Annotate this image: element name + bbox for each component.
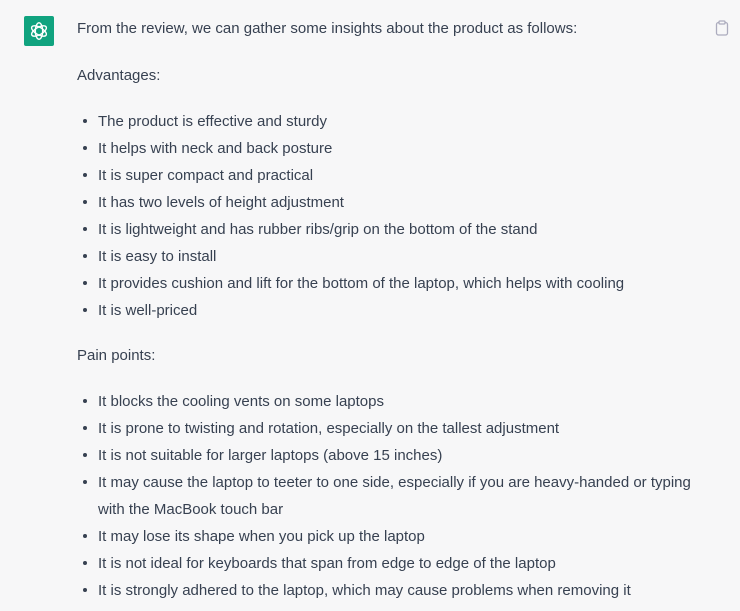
list-item: The product is effective and sturdy: [77, 108, 718, 135]
advantages-list: [77, 108, 717, 324]
assistant-avatar: [24, 16, 54, 46]
list-item: It is super compact and practical: [77, 162, 718, 189]
list-item: It provides cushion and lift for the bottom of the laptop, which helps with cooling: [77, 270, 718, 297]
list-item: It has two levels of height adjustment: [77, 189, 718, 216]
list-item: It is strongly adhered to the laptop, which may cause problems when removing it: [77, 577, 718, 604]
pain-points-list: [77, 388, 717, 604]
list-item: It may lose its shape when you pick up the laptop: [77, 523, 718, 550]
copy-button[interactable]: [714, 19, 730, 37]
list-item: It is lightweight and has rubber ribs/grip on the bottom of the stand: [77, 216, 718, 243]
list-item: It helps with neck and back posture: [77, 135, 718, 162]
list-item: It is easy to install: [77, 243, 718, 270]
list-item: It is well-priced: [77, 297, 718, 324]
list-item: It is not suitable for larger laptops (above 15 inches): [77, 442, 718, 469]
list-item: It is prone to twisting and rotation, especially on the tallest adjustment: [77, 415, 718, 442]
list-item: It is not ideal for keyboards that span from edge to edge of the laptop: [77, 550, 718, 577]
list-item: It may cause the laptop to teeter to one side, especially if you are heavy-handed or typing with the MacBook touch bar: [77, 469, 718, 523]
pain-points-heading: Pain points:: [77, 347, 156, 364]
clipboard-icon: [715, 20, 729, 36]
list-item: It blocks the cooling vents on some laptops: [77, 388, 718, 415]
openai-logo-icon: [28, 20, 50, 42]
intro-text: From the review, we can gather some insights about the product as follows:: [77, 20, 578, 37]
advantages-heading: Advantages:: [77, 67, 161, 84]
